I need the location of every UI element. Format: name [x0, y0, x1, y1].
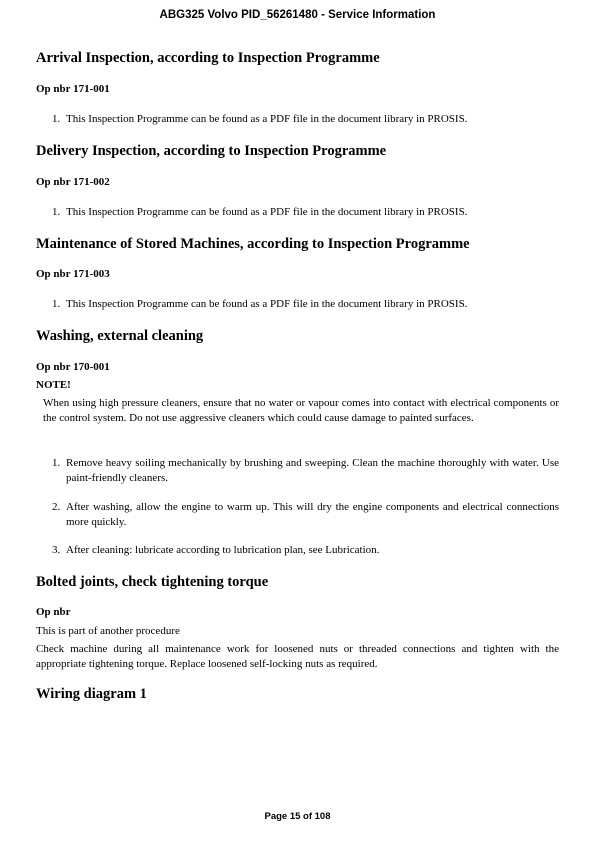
section-title-stored-machines: Maintenance of Stored Machines, according to Inspection Programme	[36, 236, 470, 252]
list-item	[52, 297, 559, 312]
step-number: 2.	[52, 501, 61, 513]
list-item	[52, 205, 559, 220]
page-header: ABG325 Volvo PID_56261480 - Service Information	[159, 9, 436, 21]
step-number: 1.	[52, 298, 61, 310]
note-text: When using high pressure cleaners, ensure that no water or vapour comes into contact with electrical components or the control system. Do not use aggressive cleaners which could cause damage to painted surfaces.	[43, 397, 559, 424]
note-label: NOTE!	[36, 379, 71, 391]
step-number: 3.	[52, 544, 61, 556]
op-number: Op nbr 171-001	[36, 83, 110, 95]
step-text: After cleaning: lubricate according to lubrication plan, see Lubrication.	[66, 544, 380, 556]
list-item	[52, 543, 559, 558]
list-item	[52, 456, 559, 485]
bolted-joints-body: Check machine during all maintenance work for loosened nuts or threaded connections and tighten with the appropriate tightening torque. Replace loosened self-locking nuts as required.	[36, 643, 559, 670]
step-number: 1.	[52, 206, 61, 218]
step-text: This Inspection Programme can be found as a PDF file in the document library in PROSIS.	[66, 113, 468, 125]
part-of-procedure-text: This is part of another procedure	[36, 625, 180, 637]
op-number: Op nbr 171-003	[36, 268, 110, 280]
section-title-delivery-inspection: Delivery Inspection, according to Inspection Programme	[36, 143, 387, 159]
op-number: Op nbr 170-001	[36, 361, 110, 373]
page-number: Page 15 of 108	[264, 811, 331, 822]
list-item	[52, 112, 559, 127]
list-item	[52, 500, 559, 529]
step-number: 1.	[52, 113, 61, 125]
step-text: This Inspection Programme can be found as a PDF file in the document library in PROSIS.	[66, 206, 468, 218]
step-text: This Inspection Programme can be found as a PDF file in the document library in PROSIS.	[66, 298, 468, 310]
op-number: Op nbr 171-002	[36, 176, 110, 188]
step-text: After washing, allow the engine to warm up. This will dry the engine components and electrical connections more quickly.	[66, 501, 559, 528]
section-title-wiring-diagram: Wiring diagram 1	[36, 686, 147, 702]
step-number: 1.	[52, 457, 61, 469]
section-title-bolted-joints: Bolted joints, check tightening torque	[36, 574, 269, 590]
section-title-washing: Washing, external cleaning	[36, 328, 204, 344]
step-text: Remove heavy soiling mechanically by brushing and sweeping. Clean the machine thoroughly with water. Use paint-friendly cleaners.	[66, 457, 559, 484]
section-title-arrival-inspection: Arrival Inspection, according to Inspection Programme	[36, 50, 380, 66]
op-number: Op nbr	[36, 606, 71, 618]
